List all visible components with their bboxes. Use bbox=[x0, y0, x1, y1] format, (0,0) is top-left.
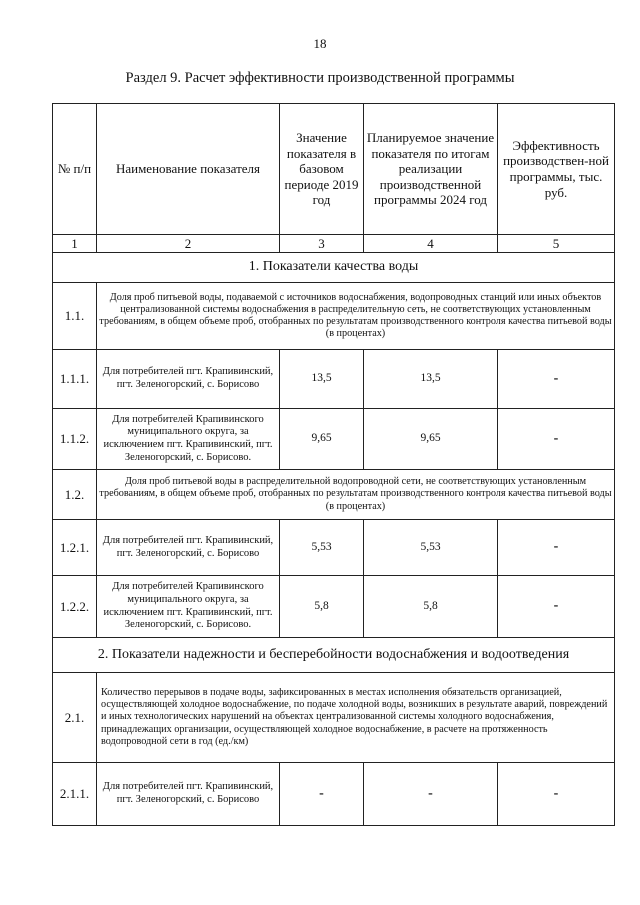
planned-value: 5,8 bbox=[364, 576, 498, 638]
column-number: 5 bbox=[498, 235, 615, 253]
row-number: 1.2. bbox=[53, 470, 97, 520]
header-planned-value: Планируемое значение показателя по итогам реализации производственной программы 2024 год bbox=[364, 104, 498, 235]
header-row bbox=[53, 104, 615, 235]
table-row bbox=[53, 283, 615, 350]
table-row bbox=[53, 470, 615, 520]
planned-value: 5,53 bbox=[364, 520, 498, 576]
table-row bbox=[53, 673, 615, 763]
section-heading: 1. Показатели качества воды bbox=[53, 253, 615, 283]
header-efficiency: Эффективность производствен-ной программы, тыс. руб. bbox=[498, 104, 615, 235]
section-heading: 2. Показатели надежности и бесперебойности водоснабжения и водоотведения bbox=[53, 638, 615, 673]
indicator-label: Для потребителей пгт. Крапивинский, пгт. Зеленогорский, с. Борисово bbox=[97, 350, 280, 409]
row-number: 2.1.1. bbox=[53, 763, 97, 826]
column-number: 3 bbox=[280, 235, 364, 253]
base-value: - bbox=[280, 763, 364, 826]
row-number: 1.1.2. bbox=[53, 409, 97, 470]
base-value: 5,53 bbox=[280, 520, 364, 576]
row-number: 1.2.2. bbox=[53, 576, 97, 638]
indicator-description: Доля проб питьевой воды в распределительной водопроводной сети, не соответствующих установленным требованиям, в общем объеме проб, отобранных по результатам производственного контроля качества питьевой воды (в процентах) bbox=[97, 470, 615, 520]
column-number: 2 bbox=[97, 235, 280, 253]
section-row bbox=[53, 253, 615, 283]
base-value: 9,65 bbox=[280, 409, 364, 470]
column-number: 4 bbox=[364, 235, 498, 253]
efficiency-value: - bbox=[498, 409, 615, 470]
indicator-description: Количество перерывов в подаче воды, зафиксированных в местах исполнения обязательств организацией, осуществляющей холодное водоснабжение, по подаче холодной воды, возникших в результате аварий, повреждений и иных технологических нарушений на объектах централизованной системы холодного водоснабжения, принадлежащих организации, осуществляющей холодное водоснабжение, в расчете на протяженность водопроводной сети в год (ед./км) bbox=[97, 673, 615, 763]
row-number: 1.1. bbox=[53, 283, 97, 350]
page-number: 18 bbox=[313, 36, 327, 51]
planned-value: - bbox=[364, 763, 498, 826]
row-number: 1.2.1. bbox=[53, 520, 97, 576]
column-number: 1 bbox=[53, 235, 97, 253]
efficiency-value: - bbox=[498, 520, 615, 576]
efficiency-value: - bbox=[498, 763, 615, 826]
header-number: № п/п bbox=[53, 104, 97, 235]
planned-value: 9,65 bbox=[364, 409, 498, 470]
column-number-row bbox=[53, 235, 615, 253]
indicator-description: Доля проб питьевой воды, подаваемой с источников водоснабжения, водопроводных станций или иных объектов централизованной системы водоснабжения в распределительную сеть, не соответствующих установленным требованиям, в общем объеме проб, отобранных по результатам производственного контроля качества питьевой воды (в процентах) bbox=[97, 283, 615, 350]
indicator-label: Для потребителей Крапивинского муниципального округа, за исключением пгт. Крапивинский, пгт. Зеленогорский, с. Борисово. bbox=[97, 576, 280, 638]
indicator-label: Для потребителей пгт. Крапивинский, пгт. Зеленогорский, с. Борисово bbox=[97, 763, 280, 826]
efficiency-value: - bbox=[498, 576, 615, 638]
indicator-label: Для потребителей Крапивинского муниципального округа, за исключением пгт. Крапивинский, пгт. Зеленогорский, с. Борисово. bbox=[97, 409, 280, 470]
base-value: 13,5 bbox=[280, 350, 364, 409]
table-row bbox=[53, 350, 615, 409]
planned-value: 13,5 bbox=[364, 350, 498, 409]
table-row bbox=[53, 763, 615, 826]
indicator-label: Для потребителей пгт. Крапивинский, пгт. Зеленогорский, с. Борисово bbox=[97, 520, 280, 576]
efficiency-table bbox=[52, 103, 615, 826]
table-row bbox=[53, 409, 615, 470]
table-row bbox=[53, 576, 615, 638]
efficiency-value: - bbox=[498, 350, 615, 409]
header-base-value: Значение показателя в базовом периоде 2019 год bbox=[280, 104, 364, 235]
row-number: 1.1.1. bbox=[53, 350, 97, 409]
row-number: 2.1. bbox=[53, 673, 97, 763]
header-indicator-name: Наименование показателя bbox=[97, 104, 280, 235]
table-row bbox=[53, 520, 615, 576]
section-row bbox=[53, 638, 615, 673]
section-title: Раздел 9. Расчет эффективности производственной программы bbox=[125, 70, 515, 86]
base-value: 5,8 bbox=[280, 576, 364, 638]
